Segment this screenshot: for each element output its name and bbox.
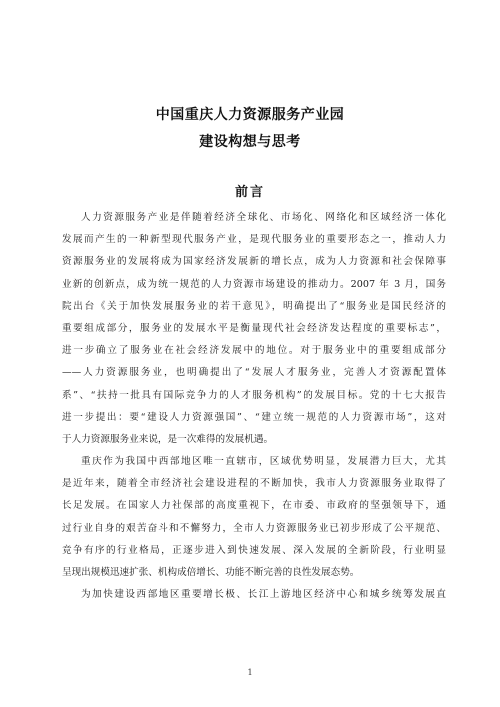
- page-number: 1: [247, 668, 253, 677]
- body-line: 进一步提出：要“建设人力资源强国”、“建立统一规范的人力资源市场”，这对: [62, 411, 446, 423]
- document-subtitle: 建设构想与思考: [199, 134, 301, 150]
- body-line: 过行业自身的艰苦奋斗和不懈努力，全市人力资源服务业已初步形成了公平规范、: [62, 522, 446, 534]
- document-title: 中国重庆人力资源服务产业园: [155, 107, 345, 123]
- section-heading: 前言: [234, 185, 265, 200]
- body-line: 人力资源服务产业是伴随着经济全球化、市场化、网络化和区域经济一体化: [81, 212, 446, 223]
- body-line: 资源服务业的发展将成为国家经济发展新的增长点，成为人力资源和社会保障事: [62, 256, 446, 268]
- body-line: 发展而产生的一种新型现代服务产业，是现代服务业的重要形态之一，推动人力: [62, 234, 446, 246]
- body-line: 是近年来，随着全市经济社会建设进程的不断加快，我市人力资源服务业取得了: [62, 478, 446, 490]
- body-line: 重庆作为我国中西部地区唯一直辖市，区域优势明显，发展潜力巨大，尤其: [81, 456, 446, 468]
- body-text: [62, 207, 446, 606]
- body-line: 呈现出规模迅速扩张、机构成倍增长、功能不断完善的良性发展态势。: [62, 567, 360, 578]
- body-line: 为加快建设西部地区重要增长极、长江上游地区经济中心和城乡统筹发展直: [81, 589, 446, 601]
- body-line: 业新的创新点，成为统一规范的人力资源市场建设的推动力。2007 年 3 月，国务: [62, 278, 446, 290]
- body-line: ——人力资源服务业，也明确提出了“发展人才服务业，完善人才资源配置体: [62, 367, 446, 379]
- body-line: 于人力资源服务业来说，是一次难得的发展机遇。: [62, 433, 274, 445]
- body-line: 长足发展。在国家人力社保部的高度重视下，在市委、市政府的坚强领导下，通: [62, 500, 446, 512]
- body-line: 进一步确立了服务业在社会经济发展中的地位。对于服务业中的重要组成部分: [62, 345, 446, 357]
- body-line: 重要组成部分，服务业的发展水平是衡量现代社会经济发达程度的重要标志”，: [62, 322, 446, 334]
- body-line: 竞争有序的行业格局，正逐步进入到快速发展、深入发展的全新阶段，行业明显: [62, 544, 446, 556]
- body-line: 系”、“扶持一批具有国际竞争力的人才服务机构”的发展目标。党的十七大报告: [62, 389, 446, 401]
- body-line: 院出台《关于加快发展服务业的若干意见》，明确提出了“服务业是国民经济的: [62, 300, 446, 312]
